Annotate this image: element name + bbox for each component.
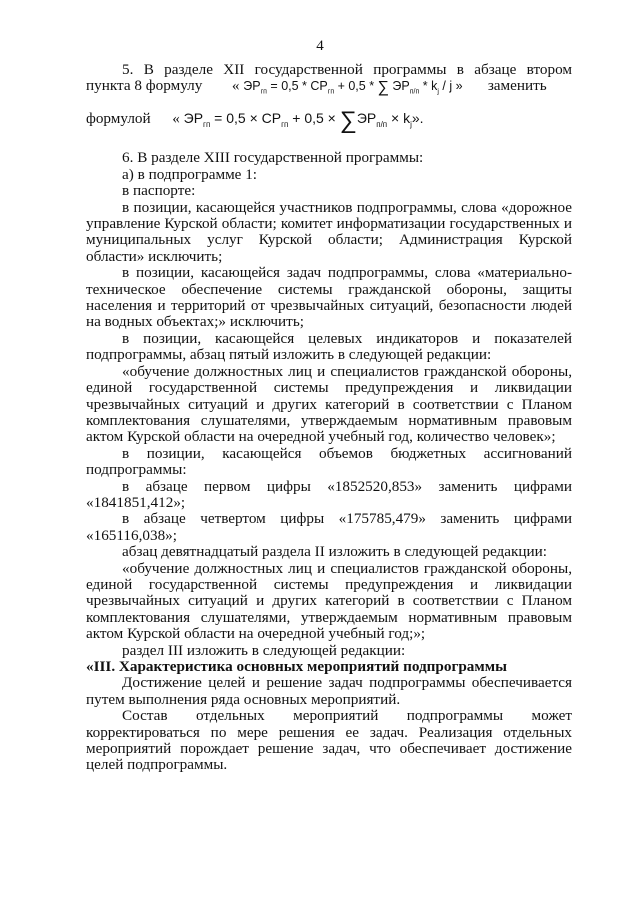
new-formula: $ЭР_{гп} = 0,5 \times СР_{гп} + 0,5 \times \sum ЭР_{п/п} \times k_j$».: [183, 107, 424, 135]
sum-symbol-icon: ∑: [377, 79, 389, 97]
closing-paragraph: Достижение целей и решение задач подпрограммы обеспечивается путем выполнения ряда основных мероприятий.: [86, 674, 572, 708]
body-paragraph: в позиции, касающейся участников подпрограммы, слова «дорожное управление Курской области; комитет информатизации государственных и муниципальных услуг Курской области; Администрация Курской области» исключить;: [86, 198, 572, 265]
item5-line3-prefix: формулой: [86, 110, 151, 128]
body-paragraph: «обучение должностных лиц и специалистов гражданской обороны, единой государственной системы предупреждения и ликвидации чрезвычайных ситуаций и других категорий в соответствии с Планом комплектования слушателями, утверждаемым нормативным правовым актом Курской области на очередной учебный год;»;: [86, 559, 572, 643]
body-paragraph: в позиции, касающейся задач подпрограммы, слова «материально-техническое обеспечение системы гражданской обороны, защиты населения и территорий от чрезвычайных ситуаций, безопасности людей на водных объектах;» исключить;: [86, 264, 572, 331]
replace-word: заменить: [487, 77, 547, 95]
body-paragraph: в паспорте:: [122, 182, 196, 200]
body-paragraph: а) в подпрограмме 1:: [122, 165, 258, 183]
section-heading: «III. Характеристика основных мероприятий подпрограммы: [86, 658, 507, 675]
old-formula-open: «: [231, 77, 240, 95]
body-paragraph: в позиции, касающейся объемов бюджетных ассигнований подпрограммы:: [86, 444, 572, 479]
item5-line2-prefix: пункта 8 формулу: [86, 77, 203, 95]
new-formula-open: «: [172, 110, 180, 128]
body-paragraph: раздел III изложить в следующей редакции:: [122, 641, 406, 659]
body-paragraph: в позиции, касающейся целевых индикаторов и показателей подпрограммы, абзац пятый изложить в следующей редакции:: [86, 329, 572, 364]
body-paragraph: «обучение должностных лиц и специалистов гражданской обороны, единой государственной системы предупреждения и ликвидации чрезвычайных ситуаций и других категорий в соответствии с Планом комплектования слушателями, утверждаемым нормативным правовым актом Курской области на очередной учебный год, количество человек»;: [86, 362, 572, 446]
closing-paragraph: Состав отдельных мероприятий подпрограммы может корректироваться по мере решения ее задач. Реализация отдельных мероприятий порождает решение задач, что обеспечивает достижение целей подпрограммы.: [86, 707, 572, 774]
document-body: [86, 62, 572, 774]
body-paragraph: абзац девятнадцатый раздела II изложить в следующей редакции:: [122, 543, 547, 561]
item5-line1: 5. В разделе XII государственной программы в абзаце втором: [122, 61, 572, 78]
old-formula: $ЭР_{гп} = 0,5 * СР_{гп} + 0,5$ * ∑ $ЭР_{п/п} * k_j$ / j »: [243, 79, 463, 97]
sum-symbol-large-icon: ∑: [339, 107, 357, 135]
closing-paragraphs: [86, 675, 572, 773]
body-paragraph: 6. В разделе XIII государственной программы:: [122, 149, 424, 167]
body-paragraph: в абзаце первом цифры «1852520,853» заменить цифрами «1841851,412»;: [86, 477, 572, 511]
page-number: 4: [316, 38, 324, 54]
new-formula-line: [86, 107, 572, 140]
old-formula-line: [86, 78, 572, 100]
paragraph-list: [86, 150, 572, 659]
body-paragraph: в абзаце четвертом цифры «175785,479» заменить цифрами «165116,038»;: [86, 510, 572, 544]
